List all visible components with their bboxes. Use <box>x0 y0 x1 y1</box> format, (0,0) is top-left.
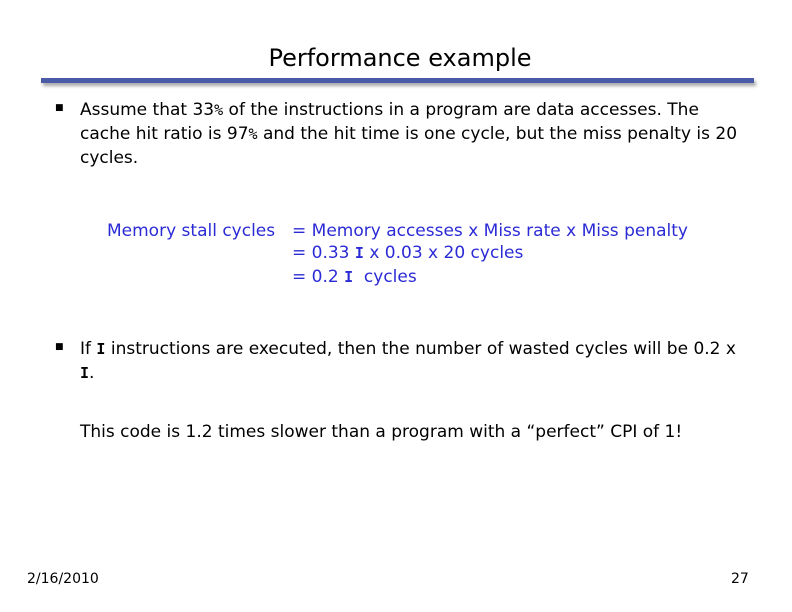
assumption-text-b: of the instructions in a program are data accesses. The cache hit ratio is 97 <box>80 100 699 144</box>
bullet-marker: ■ <box>55 103 64 113</box>
percent-sign: % <box>248 125 258 143</box>
page-number: 27 <box>731 571 749 587</box>
wasted-text-c: . <box>89 363 95 383</box>
variable-i: I <box>96 340 106 358</box>
bullet-text-assumption <box>80 98 745 170</box>
conclusion-text: This code is 1.2 times slower than a program with a “perfect” CPI of 1! <box>80 422 683 442</box>
variable-i: I <box>354 244 364 262</box>
variable-i: I <box>344 268 354 286</box>
equation-line-1: = Memory accesses x Miss rate x Miss penalty <box>292 221 688 241</box>
equation-line-2-a: = 0.33 <box>292 243 355 263</box>
assumption-text-c: and the hit time is one cycle, but the miss penalty is 20 cycles. <box>80 124 738 168</box>
title-underline <box>41 78 754 83</box>
footer-date: 2/16/2010 <box>27 571 99 587</box>
equation-line-3-b: cycles <box>353 267 417 287</box>
wasted-text-b: instructions are executed, then the number of wasted cycles will be 0.2 x <box>105 339 736 359</box>
percent-sign: % <box>214 101 224 119</box>
equation-line-2 <box>292 241 523 265</box>
variable-i: I <box>80 364 90 382</box>
equation-line-2-b: x 0.03 x 20 cycles <box>363 243 524 263</box>
equation-line-3-a: = 0.2 <box>292 267 345 287</box>
bullet-text-wasted-cycles <box>80 337 745 385</box>
bullet-marker: ■ <box>55 342 64 352</box>
wasted-text-a: If <box>80 339 97 359</box>
equation-line-3 <box>292 265 417 289</box>
slide-title: Performance example <box>268 44 532 72</box>
assumption-text-a: Assume that 33 <box>80 100 215 120</box>
equation-label: Memory stall cycles <box>107 221 276 241</box>
